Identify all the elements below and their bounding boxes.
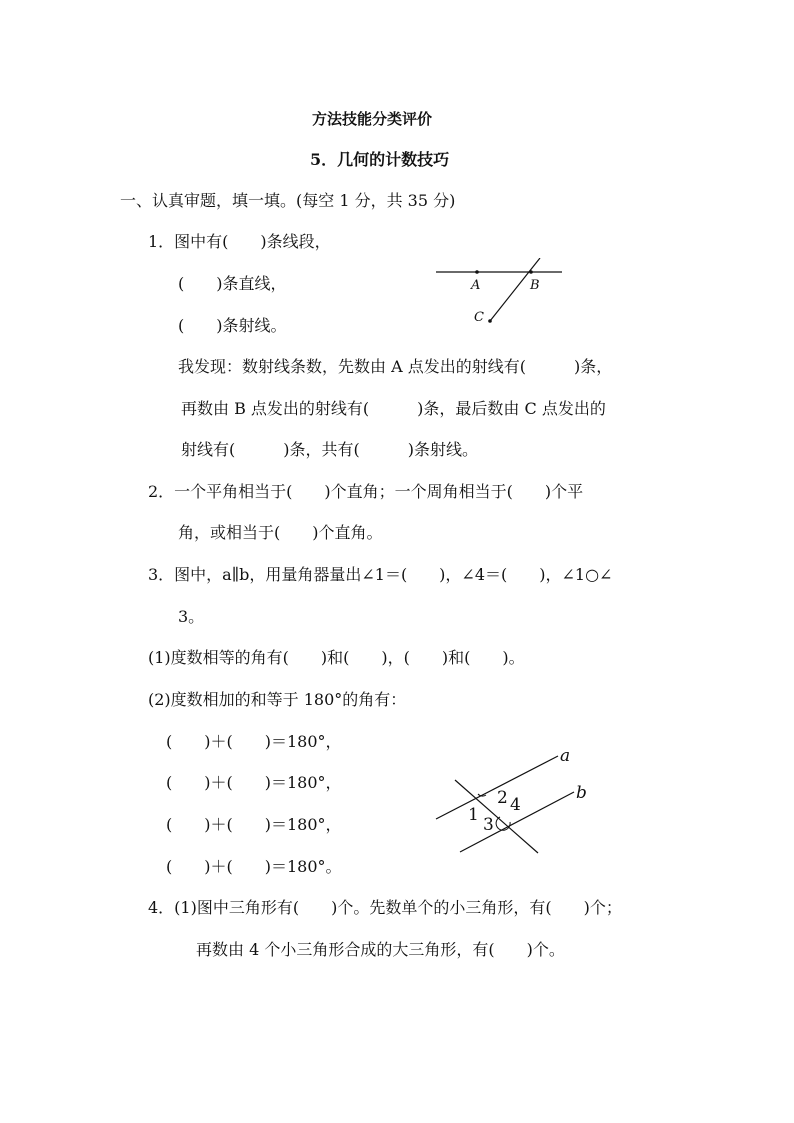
q1-line6: 射线有( )条，共有( )条射线。 bbox=[181, 440, 478, 459]
q1-line3: ( )条射线。 bbox=[178, 316, 287, 335]
angle-arc-3-4 bbox=[496, 817, 510, 830]
q3-sub2: (2)度数相加的和等于 180°的角有： bbox=[148, 690, 407, 709]
label-c: C bbox=[474, 310, 484, 325]
q1-line4: 我发现：数射线条数，先数由 A 点发出的射线有( )条， bbox=[178, 357, 613, 376]
q4-line2: 再数由 4 个小三角形合成的大三角形，有( )个。 bbox=[196, 940, 565, 959]
q3-line1: 3．图中，a∥b，用量角器量出∠1＝( )，∠4＝( )，∠1○∠ bbox=[148, 565, 613, 584]
ray-figure bbox=[430, 258, 570, 333]
q1-line5: 再数由 B 点发出的射线有( )条，最后数由 C 点发出的 bbox=[181, 399, 606, 418]
label-line-a: a bbox=[560, 746, 571, 766]
q3-sub1: (1)度数相等的角有( )和( )，( )和( )。 bbox=[148, 648, 525, 667]
q1-line1: 1．图中有( )条线段， bbox=[148, 232, 331, 251]
q3-eq1: ( )＋( )＝180°， bbox=[166, 732, 342, 751]
q2-line1: 2．一个平角相当于( )个直角；一个周角相当于( )个平 bbox=[148, 482, 584, 501]
q2-line2: 角，或相当于( )个直角。 bbox=[178, 523, 383, 542]
angle-label-3: 3 bbox=[483, 815, 494, 835]
parallel-lines-figure bbox=[430, 742, 600, 857]
point-b bbox=[529, 270, 533, 274]
page-subtitle: 5．几何的计数技巧 bbox=[310, 150, 450, 169]
page-title: 方法技能分类评价 bbox=[312, 110, 433, 128]
angle-label-2: 2 bbox=[497, 788, 508, 808]
q4-line1: 4．(1)图中三角形有( )个。先数单个的小三角形，有( )个； bbox=[148, 898, 622, 917]
label-b: B bbox=[530, 278, 540, 293]
label-line-b: b bbox=[576, 783, 587, 803]
section-heading: 一、认真审题，填一填。(每空 1 分，共 35 分) bbox=[120, 191, 456, 210]
q3-eq2: ( )＋( )＝180°， bbox=[166, 773, 342, 792]
q1-line2: ( )条直线， bbox=[178, 274, 287, 293]
q3-eq3: ( )＋( )＝180°， bbox=[166, 815, 342, 834]
point-c bbox=[488, 319, 492, 323]
q3-eq4: ( )＋( )＝180°。 bbox=[166, 857, 342, 876]
angle-label-4: 4 bbox=[510, 795, 521, 815]
q3-line2: 3。 bbox=[178, 607, 205, 626]
point-a bbox=[475, 270, 479, 274]
label-a: A bbox=[471, 278, 481, 293]
angle-label-1: 1 bbox=[468, 805, 479, 825]
